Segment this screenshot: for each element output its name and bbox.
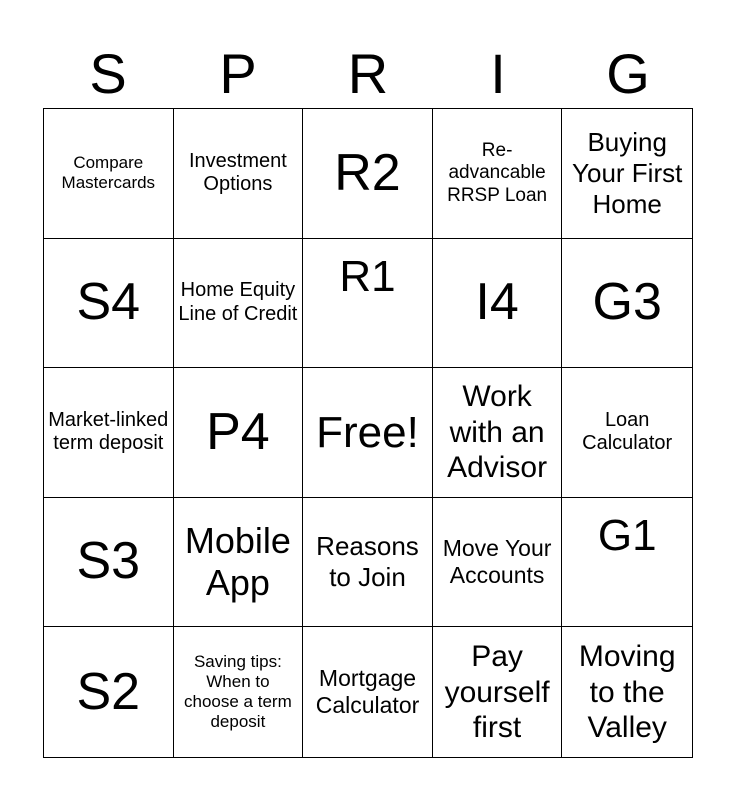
bingo-cell[interactable] — [44, 368, 174, 498]
cell-label: Home Equity Line of Credit — [178, 279, 298, 325]
header-letter-i: I — [490, 42, 506, 105]
cell-label: S4 — [76, 273, 141, 332]
bingo-board — [43, 108, 693, 758]
bingo-cell[interactable] — [174, 109, 304, 239]
bingo-cell[interactable] — [562, 368, 692, 498]
bingo-cell[interactable] — [562, 239, 692, 369]
free-space[interactable] — [303, 368, 433, 498]
cell-label: Investment Options — [188, 149, 287, 196]
bingo-cell[interactable] — [433, 627, 563, 757]
cell-label: Work with an Advisor — [447, 380, 548, 485]
header-letter-p: P — [219, 42, 257, 105]
cell-label: S3 — [76, 532, 141, 591]
bingo-cell[interactable] — [562, 627, 692, 757]
cell-label: Mobile App — [184, 519, 291, 604]
bingo-header — [43, 40, 693, 108]
cell-label: S2 — [76, 662, 141, 721]
header-letter-g: G — [606, 42, 650, 105]
cell-label: Mortgage Calculator — [315, 665, 420, 719]
bingo-cell[interactable] — [303, 109, 433, 239]
cell-label: Move Your Accounts — [442, 534, 552, 589]
header-letter-r: R — [347, 42, 389, 105]
cell-label: R2 — [334, 143, 401, 202]
free-space-label: Free! — [316, 407, 419, 457]
cell-label: Re-advancable RRSP Loan — [447, 139, 548, 206]
bingo-cell[interactable] — [44, 239, 174, 369]
cell-label: Loan Calculator — [582, 408, 673, 455]
bingo-cell[interactable] — [303, 498, 433, 628]
cell-label: G1 — [597, 510, 657, 560]
bingo-cell[interactable] — [433, 498, 563, 628]
cell-label: G3 — [592, 273, 662, 332]
cell-label: Moving to the Valley — [578, 640, 676, 744]
header-letter-s: S — [89, 42, 127, 105]
bingo-cell[interactable] — [433, 239, 563, 369]
bingo-cell[interactable] — [174, 498, 304, 628]
bingo-cell[interactable] — [562, 498, 692, 628]
bingo-cell[interactable] — [44, 498, 174, 628]
cell-label: Pay yourself first — [444, 640, 550, 744]
bingo-cell[interactable] — [433, 368, 563, 498]
cell-label: I4 — [475, 273, 519, 332]
bingo-cell[interactable] — [303, 239, 433, 369]
bingo-cell[interactable] — [174, 368, 304, 498]
cell-label: Saving tips: When to choose a term deposit — [184, 652, 292, 732]
cell-label: Market-linked term deposit — [48, 408, 169, 455]
bingo-cell[interactable] — [174, 627, 304, 757]
bingo-cell[interactable] — [303, 627, 433, 757]
bingo-cell[interactable] — [174, 239, 304, 369]
cell-label: R1 — [339, 251, 396, 301]
cell-label: P4 — [206, 402, 270, 461]
cell-label: Buying Your First Home — [572, 127, 683, 219]
bingo-cell[interactable] — [44, 109, 174, 239]
bingo-cell[interactable] — [44, 627, 174, 757]
cell-label: Compare Mastercards — [61, 153, 156, 193]
cell-label: Reasons to Join — [316, 531, 419, 593]
bingo-cell[interactable] — [562, 109, 692, 239]
bingo-cell[interactable] — [433, 109, 563, 239]
